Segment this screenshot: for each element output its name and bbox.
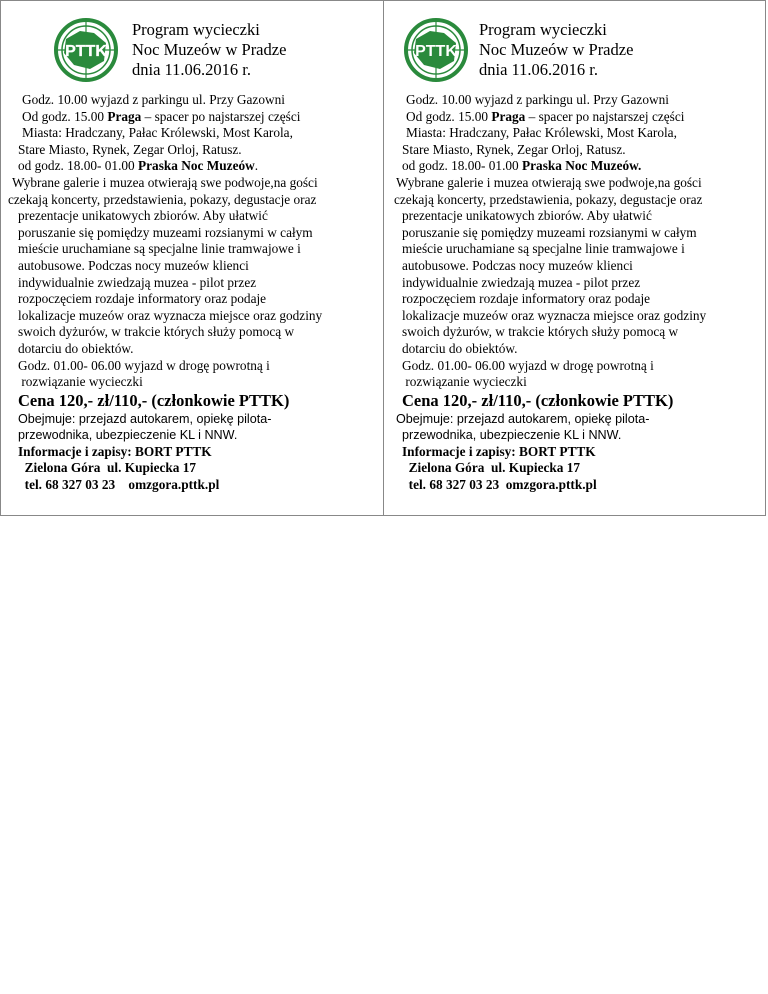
pttk-logo-icon (50, 17, 122, 83)
para-line: rozwiązanie wycieczki (402, 374, 527, 390)
contact-line: Zielona Góra ul. Kupiecka 17 (402, 460, 581, 476)
para-line: Godz. 01.00- 06.00 wyjazd w drogę powrotną i (402, 357, 654, 373)
includes-line: przewodnika, ubezpieczenie KL i NNW. (18, 428, 238, 443)
header-line: Noc Muzeów w Pradze (132, 40, 287, 59)
para-line: Godz. 01.00- 06.00 wyjazd w drogę powrotną i (18, 357, 270, 373)
para-line: lokalizacje muzeów oraz wyznacza miejsce oraz godziny (18, 307, 323, 323)
para-line: dotarciu do obiektów. (18, 340, 134, 356)
para-line: swoich dyżurów, w trakcie których służy pomocą w (18, 324, 295, 340)
para-line: prezentacje unikatowych zbiorów. Aby ułatwić (402, 208, 652, 224)
contact-line: Informacje i zapisy: BORT PTTK (402, 443, 596, 459)
schedule-line: Godz. 10.00 wyjazd z parkingu ul. Przy Gazowni (22, 92, 285, 107)
includes-line: Obejmuje: przejazd autokarem, opiekę pilota- (396, 411, 650, 426)
para-line: rozpoczęciem rozdaje informatory oraz podaje (18, 291, 267, 307)
header-line: Noc Muzeów w Pradze (479, 40, 634, 59)
logo-text: PTTK (65, 43, 107, 60)
flyer-header (132, 20, 286, 80)
schedule-line: Stare Miasto, Rynek, Zegar Orloj, Ratusz. (402, 141, 626, 157)
contact-line: tel. 68 327 03 23 omzgora.pttk.pl (402, 477, 597, 493)
schedule-line: Godz. 10.00 wyjazd z parkingu ul. Przy Gazowni (406, 92, 669, 107)
para-line: rozwiązanie wycieczki (18, 374, 143, 390)
schedule-line: Miasta: Hradczany, Pałac Królewski, Most Karola, (406, 125, 677, 141)
contact-line: Informacje i zapisy: BORT PTTK (18, 443, 212, 459)
para-line: mieście uruchamiane są specjalne linie tramwajowe i (402, 241, 685, 257)
para-line: Wybrane galerie i muzea otwierają swe podwoje,na gości (12, 174, 318, 190)
schedule-line: od godz. 18.00- 01.00 Praska Noc Muzeów. (18, 158, 259, 174)
flyer-left (0, 0, 383, 516)
header-line: dnia 11.06.2016 r. (479, 60, 599, 79)
contact-line: tel. 68 327 03 23 omzgora.pttk.pl (18, 477, 220, 493)
para-line: indywidualnie zwiedzają muzea - pilot przez (18, 274, 257, 290)
schedule-line: Od godz. 15.00 Praga – spacer po najstarszej części (22, 108, 301, 124)
includes-line: przewodnika, ubezpieczenie KL i NNW. (402, 428, 622, 443)
para-line: poruszanie się pomiędzy muzeami rozsianymi w całym (18, 224, 313, 240)
contact-line: Zielona Góra ul. Kupiecka 17 (18, 460, 197, 476)
para-line: Wybrane galerie i muzea otwierają swe podwoje,na gości (396, 174, 702, 190)
schedule-line: Stare Miasto, Rynek, Zegar Orloj, Ratusz. (18, 141, 242, 157)
para-line: prezentacje unikatowych zbiorów. Aby ułatwić (18, 208, 268, 224)
pttk-logo-icon (400, 17, 472, 83)
schedule-line: Od godz. 15.00 Praga – spacer po najstarszej części (406, 108, 685, 124)
para-line: rozpoczęciem rozdaje informatory oraz podaje (402, 291, 651, 307)
schedule-line: od godz. 18.00- 01.00 Praska Noc Muzeów. (402, 158, 642, 174)
para-line: swoich dyżurów, w trakcie których służy pomocą w (402, 324, 679, 340)
para-line: indywidualnie zwiedzają muzea - pilot przez (402, 274, 641, 290)
para-line: dotarciu do obiektów. (402, 340, 518, 356)
para-line: lokalizacje muzeów oraz wyznacza miejsce oraz godziny (402, 307, 707, 323)
flyer-header (479, 20, 633, 80)
para-line: autobusowe. Podczas nocy muzeów klienci (18, 257, 249, 273)
para-line: czekają koncerty, przedstawienia, pokazy, degustacje oraz (394, 191, 703, 207)
price-line: Cena 120,- zł/110,- (członkowie PTTK) (18, 390, 290, 410)
includes-line: Obejmuje: przejazd autokarem, opiekę pilota- (18, 411, 272, 426)
header-line: Program wycieczki (479, 20, 607, 39)
para-line: autobusowe. Podczas nocy muzeów klienci (402, 257, 633, 273)
header-line: dnia 11.06.2016 r. (132, 60, 252, 79)
schedule-line: Miasta: Hradczany, Pałac Królewski, Most Karola, (22, 125, 293, 141)
flyer-body (4, 92, 379, 494)
flyer-body (394, 92, 766, 494)
header-line: Program wycieczki (132, 20, 260, 39)
price-line: Cena 120,- zł/110,- (członkowie PTTK) (402, 390, 674, 410)
logo-text: PTTK (415, 43, 457, 60)
para-line: poruszanie się pomiędzy muzeami rozsianymi w całym (402, 224, 697, 240)
para-line: czekają koncerty, przedstawienia, pokazy, degustacje oraz (8, 191, 317, 207)
para-line: mieście uruchamiane są specjalne linie tramwajowe i (18, 241, 301, 257)
